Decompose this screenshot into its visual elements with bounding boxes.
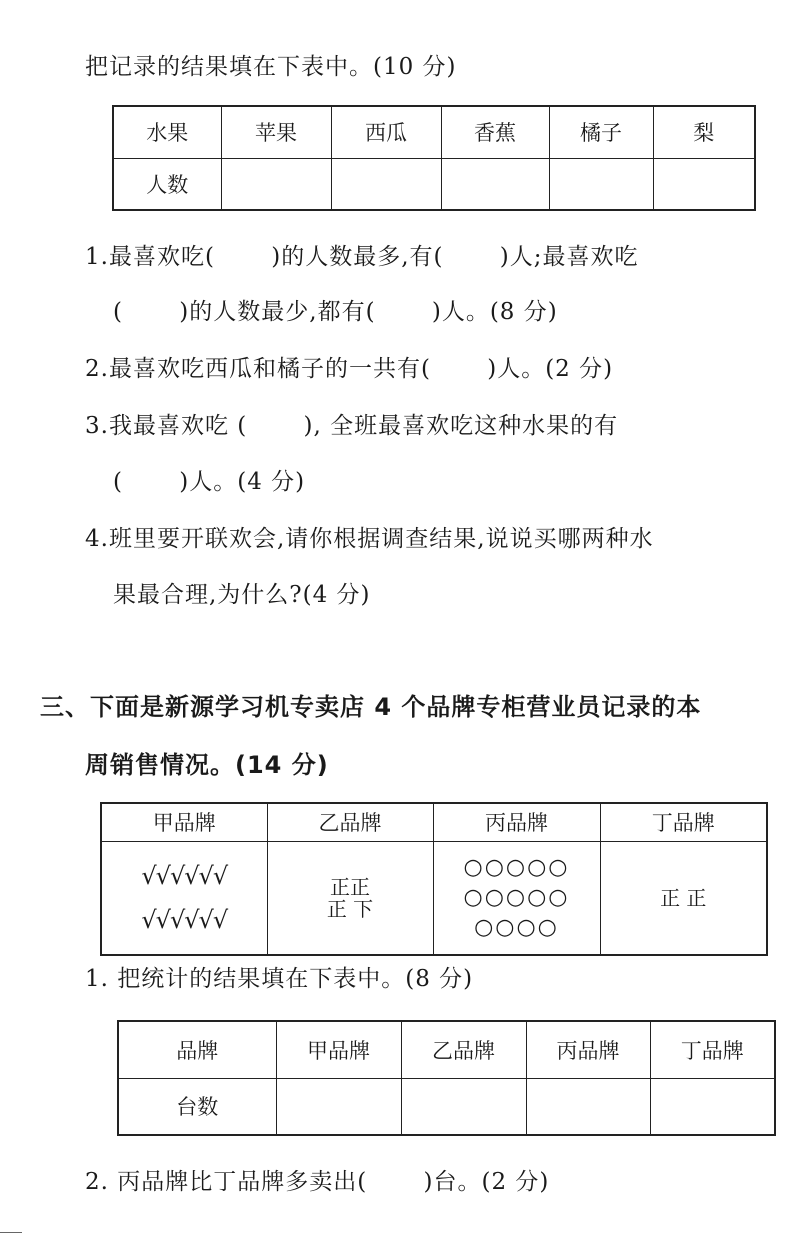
question-2: 2.最喜欢吃西瓜和橘子的一共有( )人。(2 分) [85, 356, 614, 382]
question-number: 1. [85, 244, 109, 270]
fruit-header-orange: 橘子 [549, 106, 653, 158]
jia-tally-cell [101, 841, 267, 955]
fruit-header-apple: 苹果 [221, 106, 331, 158]
brand-header-label: 品牌 [118, 1021, 276, 1078]
brand-header-yi: 乙品牌 [401, 1021, 526, 1078]
question-1-line-2: ( )的人数最少,都有( )人。(8 分) [113, 299, 558, 325]
question-b2: 2. 丙品牌比丁品牌多卖出( )台。(2 分) [85, 1169, 550, 1195]
bing-tally-cell [433, 841, 600, 955]
fruit-count-cell[interactable] [653, 158, 755, 210]
brand-count-cell[interactable] [401, 1078, 526, 1135]
brand-count-cell[interactable] [650, 1078, 775, 1135]
fruit-header-label: 水果 [113, 106, 221, 158]
sales-record-table [100, 802, 768, 956]
fruit-header-watermelon: 西瓜 [331, 106, 441, 158]
brand-row-label: 台数 [118, 1078, 276, 1135]
question-4-line-2: 果最合理,为什么?(4 分) [113, 582, 371, 608]
brand-count-table [117, 1020, 776, 1136]
brand-count-cell[interactable] [276, 1078, 401, 1135]
record-header-bing: 丙品牌 [433, 803, 600, 841]
fruit-count-cell[interactable] [441, 158, 549, 210]
fruit-count-cell[interactable] [221, 158, 331, 210]
brand-count-cell[interactable] [526, 1078, 650, 1135]
fruit-header-pear: 梨 [653, 106, 755, 158]
fruit-table [112, 105, 756, 211]
bing-circle-marks: ○○○○○ [463, 884, 570, 910]
question-number: 4. [85, 526, 109, 552]
jia-check-marks: √√√√√√ [141, 861, 228, 890]
question-b1: 1. 把统计的结果填在下表中。(8 分) [85, 966, 474, 992]
fruit-count-cell[interactable] [331, 158, 441, 210]
bing-circle-marks: ○○○○ [474, 914, 559, 940]
jia-check-marks: √√√√√√ [141, 905, 228, 934]
page-edge-rule [0, 1232, 22, 1233]
fruit-count-cell[interactable] [549, 158, 653, 210]
bing-circle-marks: ○○○○○ [463, 854, 570, 880]
yi-tally-marks: 正 下 [326, 896, 374, 921]
brand-header-ding: 丁品牌 [650, 1021, 775, 1078]
record-header-yi: 乙品牌 [267, 803, 433, 841]
question-1-line-1: 1.最喜欢吃( )的人数最多,有( )人;最喜欢吃 [85, 244, 639, 270]
record-header-ding: 丁品牌 [600, 803, 767, 841]
fruit-header-banana: 香蕉 [441, 106, 549, 158]
ding-tally-cell [600, 841, 767, 955]
record-header-jia: 甲品牌 [101, 803, 267, 841]
yi-tally-marks: 正正 [330, 874, 370, 899]
question-3-line-2: ( )人。(4 分) [113, 469, 306, 495]
intro-line: 把记录的结果填在下表中。(10 分) [85, 54, 457, 80]
brand-header-bing: 丙品牌 [526, 1021, 650, 1078]
section-3-title-line-1: 三、下面是新源学习机专卖店 4 个品牌专柜营业员记录的本 [40, 693, 702, 721]
brand-header-jia: 甲品牌 [276, 1021, 401, 1078]
fruit-row-label: 人数 [113, 158, 221, 210]
yi-tally-cell [267, 841, 433, 955]
section-3-title-line-2: 周销售情况。(14 分) [85, 751, 329, 779]
question-4-line-1: 4.班里要开联欢会,请你根据调查结果,说说买哪两种水 [85, 526, 654, 552]
question-number: 2. [85, 356, 109, 382]
ding-tally-marks: 正 正 [660, 885, 707, 910]
question-3-line-1: 3.我最喜欢吃 ( ), 全班最喜欢吃这种水果的有 [85, 413, 619, 439]
question-number: 3. [85, 413, 109, 439]
